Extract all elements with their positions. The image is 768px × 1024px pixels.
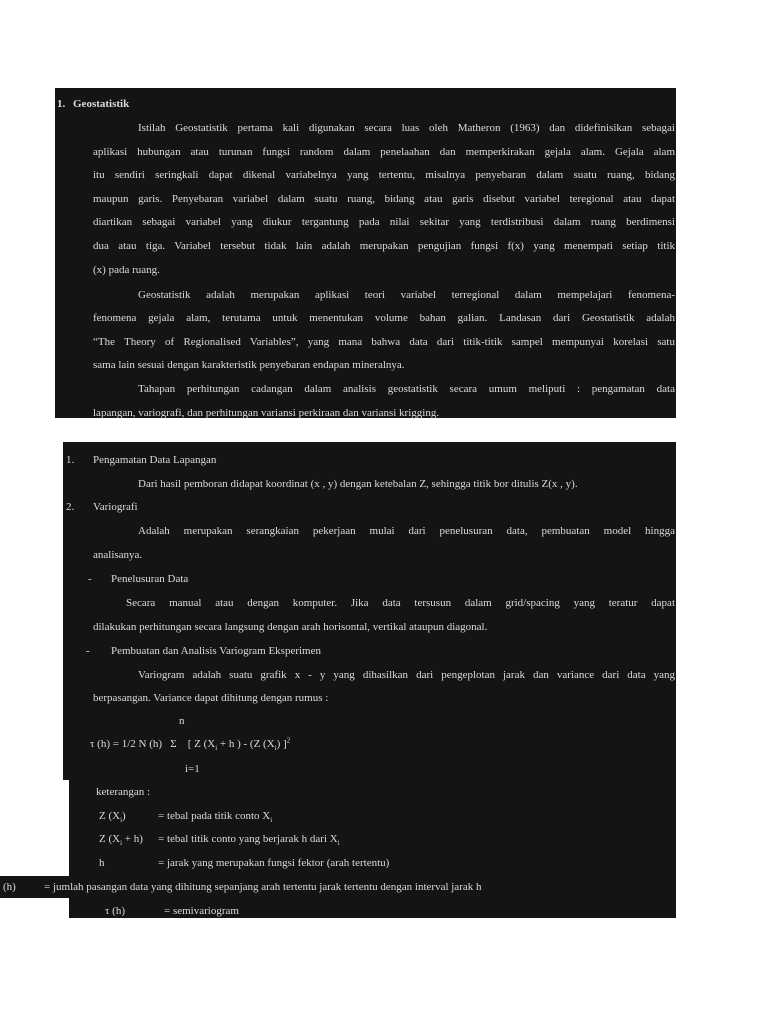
paragraph-1-line: dua atau tiga. Variabel tersebut tidak lain adalah merupakan pengujian fungsi f(x) yang menempati setiap titik bbox=[93, 240, 675, 252]
paragraph-1-line: (x) pada ruang. bbox=[93, 264, 160, 276]
paragraph-2-line: fenomena gejala alam, terutama untuk menentukan volume bahan galian. Landasan dari Geostatistik adalah bbox=[93, 312, 675, 324]
list-item-2-text: Adalah merupakan serangkaian pekerjaan mulai dari penelusuran data, pembuatan model hingga bbox=[138, 525, 675, 537]
legend-description-tau: = semivariogram bbox=[164, 905, 239, 917]
formula-sup: 2 bbox=[286, 736, 291, 745]
formula-sub: i bbox=[215, 744, 218, 753]
list-item-2-text: analisanya. bbox=[93, 549, 143, 561]
sub-label-penelusuran: Penelusuran Data bbox=[111, 573, 189, 585]
sub-dash-2: - bbox=[86, 645, 90, 657]
paragraph-2-line: “The Theory of Regionalised Variables”, yang mana bahwa data dari titik-titik sampel mempunyai korelasi satu bbox=[93, 336, 675, 348]
legend-symbol: Z $(X_i + h)$ bbox=[99, 833, 143, 848]
legend-description: = jarak yang merupakan fungsi fektor (arah tertentu) bbox=[158, 857, 390, 869]
paragraph-1-line: maupun garis. Penyebaran variabel dalam suatu ruang, bidang atau garis disebut variabel teregional atau dapat bbox=[93, 193, 675, 205]
list-number-2: 2. bbox=[66, 501, 75, 513]
sub-2-text: berpasangan. Variance dapat dihitung dengan rumus : bbox=[93, 692, 329, 704]
list-label-pengamatan: Pengamatan Data Lapangan bbox=[93, 454, 217, 466]
section-title: Geostatistik bbox=[73, 98, 130, 110]
sub-1-text: Secara manual atau dengan komputer. Jika data tersusun dalam grid/spacing yang teratur dapat bbox=[126, 597, 675, 609]
paragraph-1-line: aplikasi hubungan atau turunan fungsi random dalam penelaahan dan memperkirakan gejala alam. Gejala alam bbox=[93, 146, 675, 158]
sub-dash-1: - bbox=[88, 573, 92, 585]
paragraph-3-line: lapangan, variografi, dan perhitungan variansi perkiraan dan variansi krigging. bbox=[93, 407, 440, 419]
formula-mid: + h ) - (Z (X bbox=[217, 738, 275, 750]
legend-symbol: h bbox=[99, 857, 105, 869]
formula-line bbox=[90, 737, 290, 751]
formula-lhs: τ (h) = 1/2 N (h) bbox=[90, 738, 163, 750]
formula-open: [ Z (X bbox=[187, 738, 216, 750]
formula-sum-lower: i=1 bbox=[185, 763, 200, 775]
legend-description: = tebal pada titik conto $X_i$ bbox=[158, 810, 273, 825]
sub-1-text: dilakukan perhitungan secara langsung dengan arah horisontal, vertikal ataupun diagonal. bbox=[93, 621, 488, 633]
sub-2-text: Variogram adalah suatu grafik x - y yang dihasilkan dari pengeplotan jarak dan variance dari data yang bbox=[138, 669, 675, 681]
list-number-1: 1. bbox=[66, 454, 75, 466]
paragraph-1-line: itu sendiri seringkali dapat dikenal variabelnya yang tertentu, misalnya penyebaran dalam suatu ruang, bidang bbox=[93, 169, 675, 181]
paragraph-2-line: sama lain sesuai dengan karakteristik penyebaran endapan mineralnya. bbox=[93, 359, 405, 371]
paragraph-2-line: Geostatistik adalah merupakan aplikasi teori variabel terregional dalam mempelajari fenomena- bbox=[138, 289, 675, 301]
paragraph-1-line: diartikan sebagai variabel yang diukur tergantung pada nilai sekitar yang terdistribusi dalam ruang berdimensi bbox=[93, 216, 675, 228]
legend-symbol: Z $(X_i)$ bbox=[99, 810, 126, 825]
legend-symbol-tau: τ (h) bbox=[105, 905, 125, 917]
legend-description-nh: = jumlah pasangan data yang dihitung sepanjang arah tertentu jarak tertentu dengan interval jarak h bbox=[44, 881, 482, 893]
list-label-variografi: Variografi bbox=[93, 501, 138, 513]
formula-sigma: Σ bbox=[170, 738, 177, 750]
formula-sum-upper: n bbox=[179, 715, 185, 727]
legend-description: = tebal titik conto yang berjarak h dari $X_i$ bbox=[158, 833, 340, 848]
paragraph-1-line: Istilah Geostatistik pertama kali digunakan secara luas oleh Matheron (1963) dan didefinisikan sebagai bbox=[138, 122, 675, 134]
list-item-1-text: Dari hasil pemboran didapat koordinat (x , y) dengan ketebalan Z, sehingga titik bor ditulis Z(x , y). bbox=[138, 478, 578, 490]
formula-close: ) ] bbox=[276, 738, 287, 750]
formula-sub: i bbox=[274, 744, 277, 753]
sub-label-pembuatan: Pembuatan dan Analisis Variogram Eksperimen bbox=[111, 645, 321, 657]
legend-title: keterangan : bbox=[96, 786, 151, 798]
section-number: 1. bbox=[57, 98, 66, 110]
paragraph-3-line: Tahapan perhitungan cadangan dalam analisis geostatistik secara umum meliputi : pengamatan data bbox=[138, 383, 675, 395]
legend-symbol-nh: (h) bbox=[3, 881, 16, 893]
